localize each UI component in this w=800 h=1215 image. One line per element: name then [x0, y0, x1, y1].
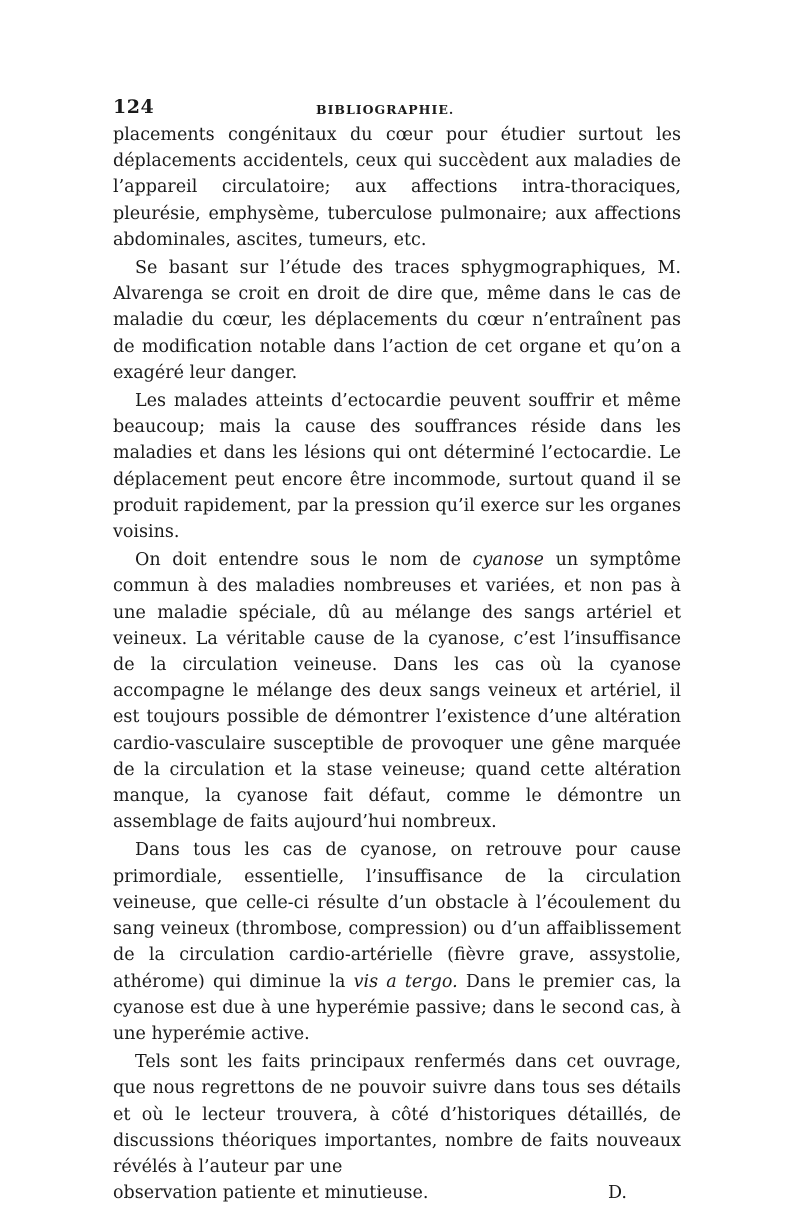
paragraph-5-text-a: Dans tous les cas de cyanose, on retrouve pour cause primordiale, essentielle, l’insuffisance de la circulation veineuse, que celle-ci résulte d’un obstacle à l’écoulement du sang veineux (thrombose, compression) ou d’un affaiblissement de la circulation cardio-artérielle (fièvre grave, assystolie, athérome) qui diminue la	[113, 840, 681, 992]
paragraph-4-text-b: un symptôme commun à des maladies nombreuses et variées, et non pas à une maladie spéciale, dû au mélange des sangs artériel et veineux. La véritable cause de la cyanose, c’est l’insuffisance de la circulation veineuse. Dans les cas où la cyanose accompagne le mélange des deux sangs veineux et artériel, il est toujours possible de démontrer l’existence d’une altération cardio-vasculaire susceptible de provoquer une gêne marquée de la circulation et la stase veineuse; quand cette altération manque, la cyanose fait défaut, comme le démontre un assemblage de faits aujourd’hui nombreux.	[113, 550, 681, 833]
page-header	[113, 96, 681, 122]
page-number: 124	[113, 96, 155, 118]
running-head: BIBLIOGRAPHIE.	[316, 102, 455, 117]
paragraph-2: Se basant sur l’étude des traces sphygmographiques, M. Alvarenga se croit en droit de dire que, même dans le cas de maladie du cœur, les déplacements du cœur n’entraînent pas de modification notable dans l’action de cet organe et qu’on a exagéré leur danger.	[113, 258, 681, 383]
paragraph-5-italic-term: vis a tergo.	[353, 971, 458, 992]
closing-line	[113, 1180, 681, 1206]
paragraph-6: Tels sont les faits principaux renfermés dans cet ouvrage, que nous regrettons de ne pouvoir suivre dans tous ses détails et où le lecteur trouvera, à côté d’historiques détaillés, de discussions théoriques importantes, nombre de faits nouveaux révélés à l’auteur par une	[113, 1052, 681, 1177]
paragraph-4-text-a: On doit entendre sous le nom de	[135, 550, 473, 571]
paragraph-4-italic-term: cyanose	[472, 550, 544, 571]
paragraph-4	[113, 547, 681, 835]
signature: D.	[608, 1183, 627, 1204]
book-page	[113, 96, 681, 1206]
paragraph-5-text-b: Dans le premier cas, la cyanose est due à une hyperémie passive; dans le second cas, à une hyperémie active.	[113, 971, 681, 1044]
paragraph-1: placements congénitaux du cœur pour étudier surtout les déplacements accidentels, ceux qui succèdent aux maladies de l’appareil circulatoire; aux affections intra-thoraciques, pleurésie, emphysème, tuberculose pulmonaire; aux affections abdominales, ascites, tumeurs, etc.	[113, 125, 681, 250]
paragraph-3: Les malades atteints d’ectocardie peuvent souffrir et même beaucoup; mais la cause des souffrances réside dans les maladies et dans les lésions qui ont déterminé l’ectocardie. Le déplacement peut encore être incommode, surtout quand il se produit rapidement, par la pression qu’il exerce sur les organes voisins.	[113, 391, 681, 543]
closing-text: observation patiente et minutieuse.	[113, 1183, 429, 1204]
paragraph-5	[113, 837, 681, 1047]
